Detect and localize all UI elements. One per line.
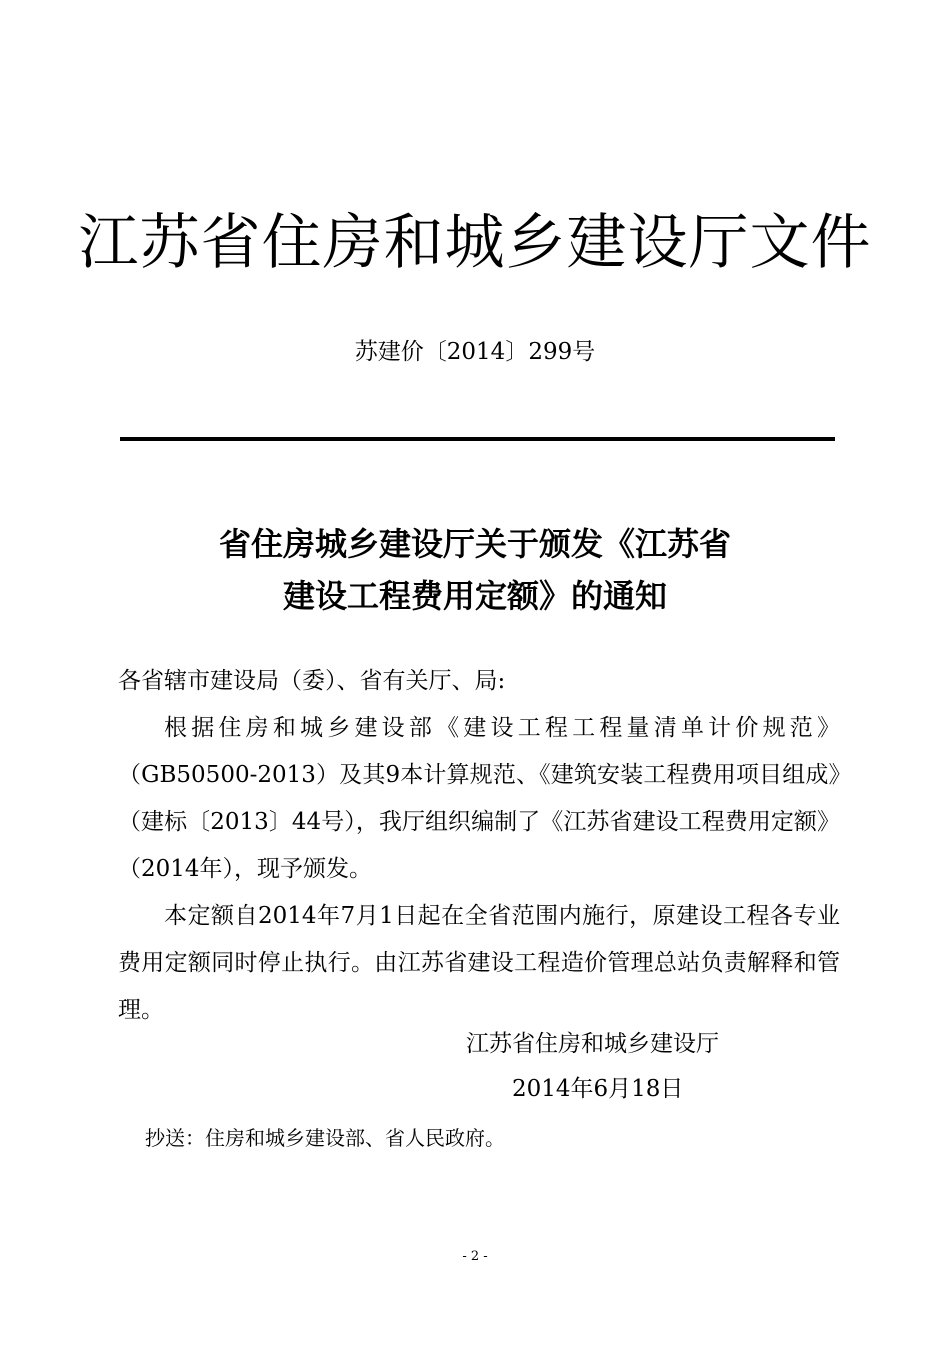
carbon-copy-recipients: 抄送：住房和城乡建设部、省人民政府。 bbox=[145, 1126, 505, 1150]
notice-title-line-2: 建设工程费用定额》的通知 bbox=[282, 577, 667, 615]
salutation: 各省辖市建设局（委）、省有关厅、局: bbox=[118, 668, 506, 694]
issue-date: 2014年6月18日 bbox=[512, 1076, 684, 1102]
notice-title-line-1: 省住房城乡建设厅关于颁发《江苏省 bbox=[218, 525, 731, 563]
header-divider bbox=[120, 437, 835, 441]
body-paragraph-2: 本定额自2014年7月1日起在全省范围内施行，原建设工程各专业费用定额同时停止执行。由江苏省建设工程造价管理总站负责解释和管理。 bbox=[118, 903, 840, 1023]
body-paragraph-1: 根据住房和城乡建设部《建设工程工程量清单计价规范》（GB50500-2013）及其9本计算规范、《建筑安装工程费用项目组成》（建标〔2013〕44号），我厅组织编制了《江苏省建设工程费用定额》（2014年），现予颁发。 bbox=[118, 715, 840, 882]
document-number: 苏建价〔2014〕299号 bbox=[354, 339, 596, 365]
issuer-signature: 江苏省住房和城乡建设厅 bbox=[466, 1031, 719, 1057]
document-header-title: 江苏省住房和城乡建设厅文件 bbox=[78, 208, 872, 278]
page-number: - 2 - bbox=[462, 1249, 488, 1264]
notice-title bbox=[0, 518, 950, 622]
